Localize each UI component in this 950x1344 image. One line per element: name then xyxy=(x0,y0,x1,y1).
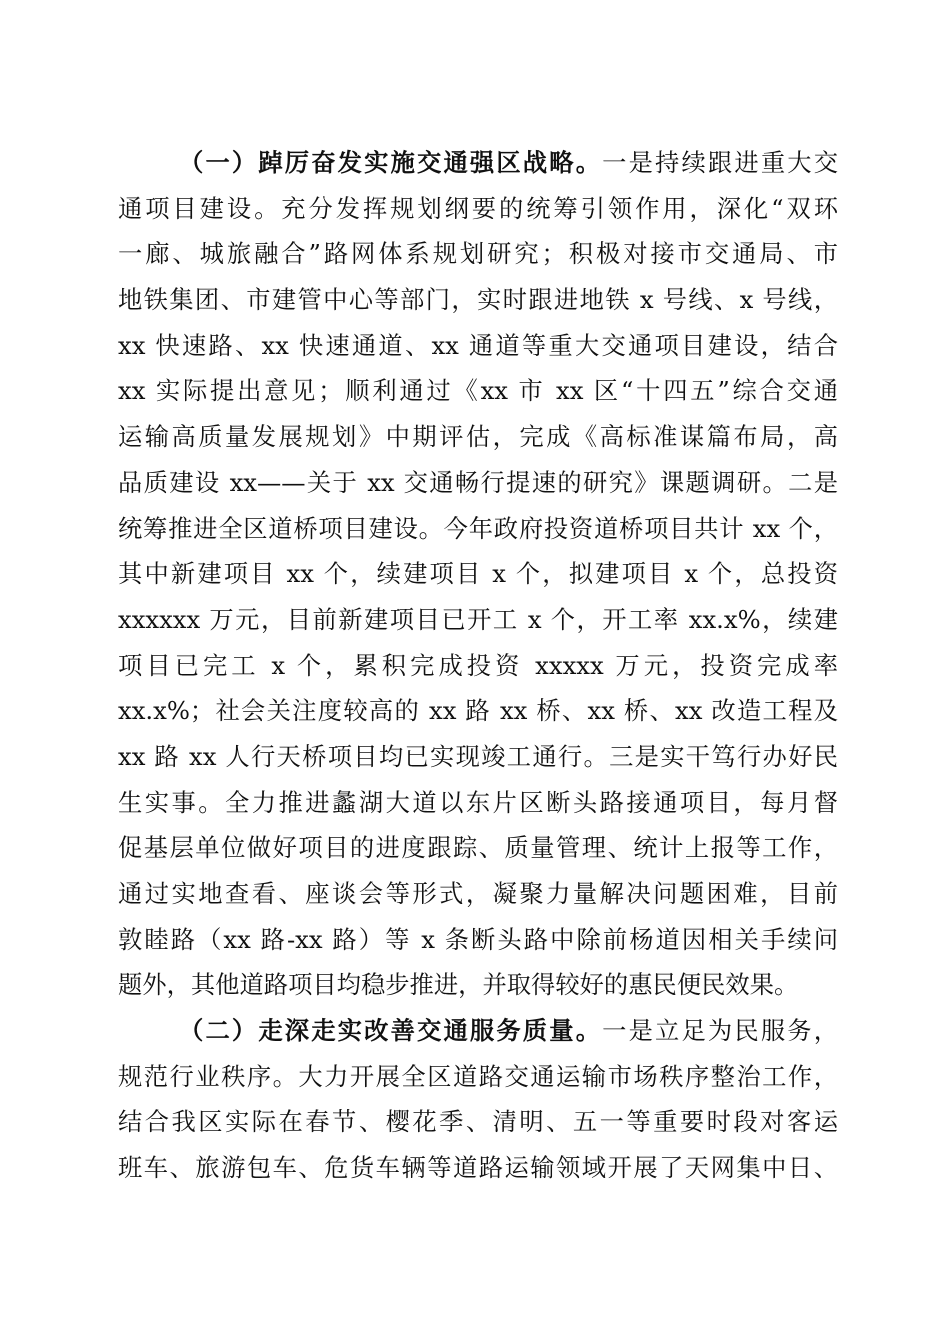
paragraph-2-line-4: 班车、旅游包车、危货车辆等道路运输领域开展了天网集中日、 xyxy=(118,1153,838,1183)
paragraph-1-line-3: 一廊、城旅融合”路网体系规划研究；积极对接市交通局、市 xyxy=(118,239,838,269)
paragraph-1-line-1 xyxy=(118,140,838,186)
paragraph-1-line-15: 生实事。全力推进蠡湖大道以东片区断头路接通项目，每月督 xyxy=(118,787,838,817)
paragraph-1-line-18: 敦睦路（xx 路-xx 路）等 x 条断头路中除前杨道因相关手续问 xyxy=(118,924,838,954)
paragraph-1-line-14: xx 路 xx 人行天桥项目均已实现竣工通行。三是实干笃行办好民 xyxy=(118,741,838,771)
document-body xyxy=(118,140,838,1191)
paragraph-1-line-7: 运输高质量发展规划》中期评估，完成《高标准谋篇布局，高 xyxy=(118,422,838,452)
paragraph-1-line-13: xx.x%；社会关注度较高的 xx 路 xx 桥、xx 桥、xx 改造工程及 xyxy=(118,696,838,726)
paragraph-1-line-6: xx 实际提出意见；顺利通过《xx 市 xx 区“十四五”综合交通 xyxy=(118,376,838,406)
paragraph-2-text: 一是立足为民服务， xyxy=(602,1016,839,1046)
paragraph-2-line-3: 结合我区实际在春节、樱花季、清明、五一等重要时段对客运 xyxy=(118,1107,838,1137)
paragraph-2-heading: （二）走深走实改善交通服务质量。 xyxy=(179,1016,603,1046)
paragraph-1-line-9: 统筹推进全区道桥项目建设。今年政府投资道桥项目共计 xx 个， xyxy=(118,513,838,543)
paragraph-1-line-8: 品质建设 xx——关于 xx 交通畅行提速的研究》课题调研。二是 xyxy=(118,467,838,497)
paragraph-1-line-17: 通过实地查看、座谈会等形式，凝聚力量解决问题困难，目前 xyxy=(118,879,838,908)
paragraph-1-heading: （一）踔厉奋发实施交通强区战略。 xyxy=(179,148,603,177)
paragraph-1-line-2: 通项目建设。充分发挥规划纲要的统筹引领作用，深化“双环 xyxy=(118,193,838,223)
paragraph-1-line-12: 项目已完工 x 个，累积完成投资 xxxxx 万元，投资完成率 xyxy=(118,650,838,680)
paragraph-1-line-11: xxxxxx 万元，目前新建项目已开工 x 个，开工率 xx.x%，续建 xyxy=(118,604,838,634)
paragraph-1-line-16: 促基层单位做好项目的进度跟踪、质量管理、统计上报等工作， xyxy=(118,833,838,863)
paragraph-2-line-2: 规范行业秩序。大力开展全区道路交通运输市场秩序整治工作， xyxy=(118,1061,838,1091)
paragraph-1-line-19: 题外，其他道路项目均稳步推进，并取得较好的惠民便民效果。 xyxy=(118,970,799,1000)
paragraph-1-line-5: xx 快速路、xx 快速通道、xx 通道等重大交通项目建设，结合 xyxy=(118,330,838,360)
paragraph-2-line-1 xyxy=(118,1008,838,1054)
paragraph-1-line-10: 其中新建项目 xx 个，续建项目 x 个，拟建项目 x 个，总投资 xyxy=(118,559,838,589)
paragraph-1-line-4: 地铁集团、市建管中心等部门，实时跟进地铁 x 号线、x 号线， xyxy=(118,285,838,315)
paragraph-1-text: 一是持续跟进重大交 xyxy=(602,148,839,177)
